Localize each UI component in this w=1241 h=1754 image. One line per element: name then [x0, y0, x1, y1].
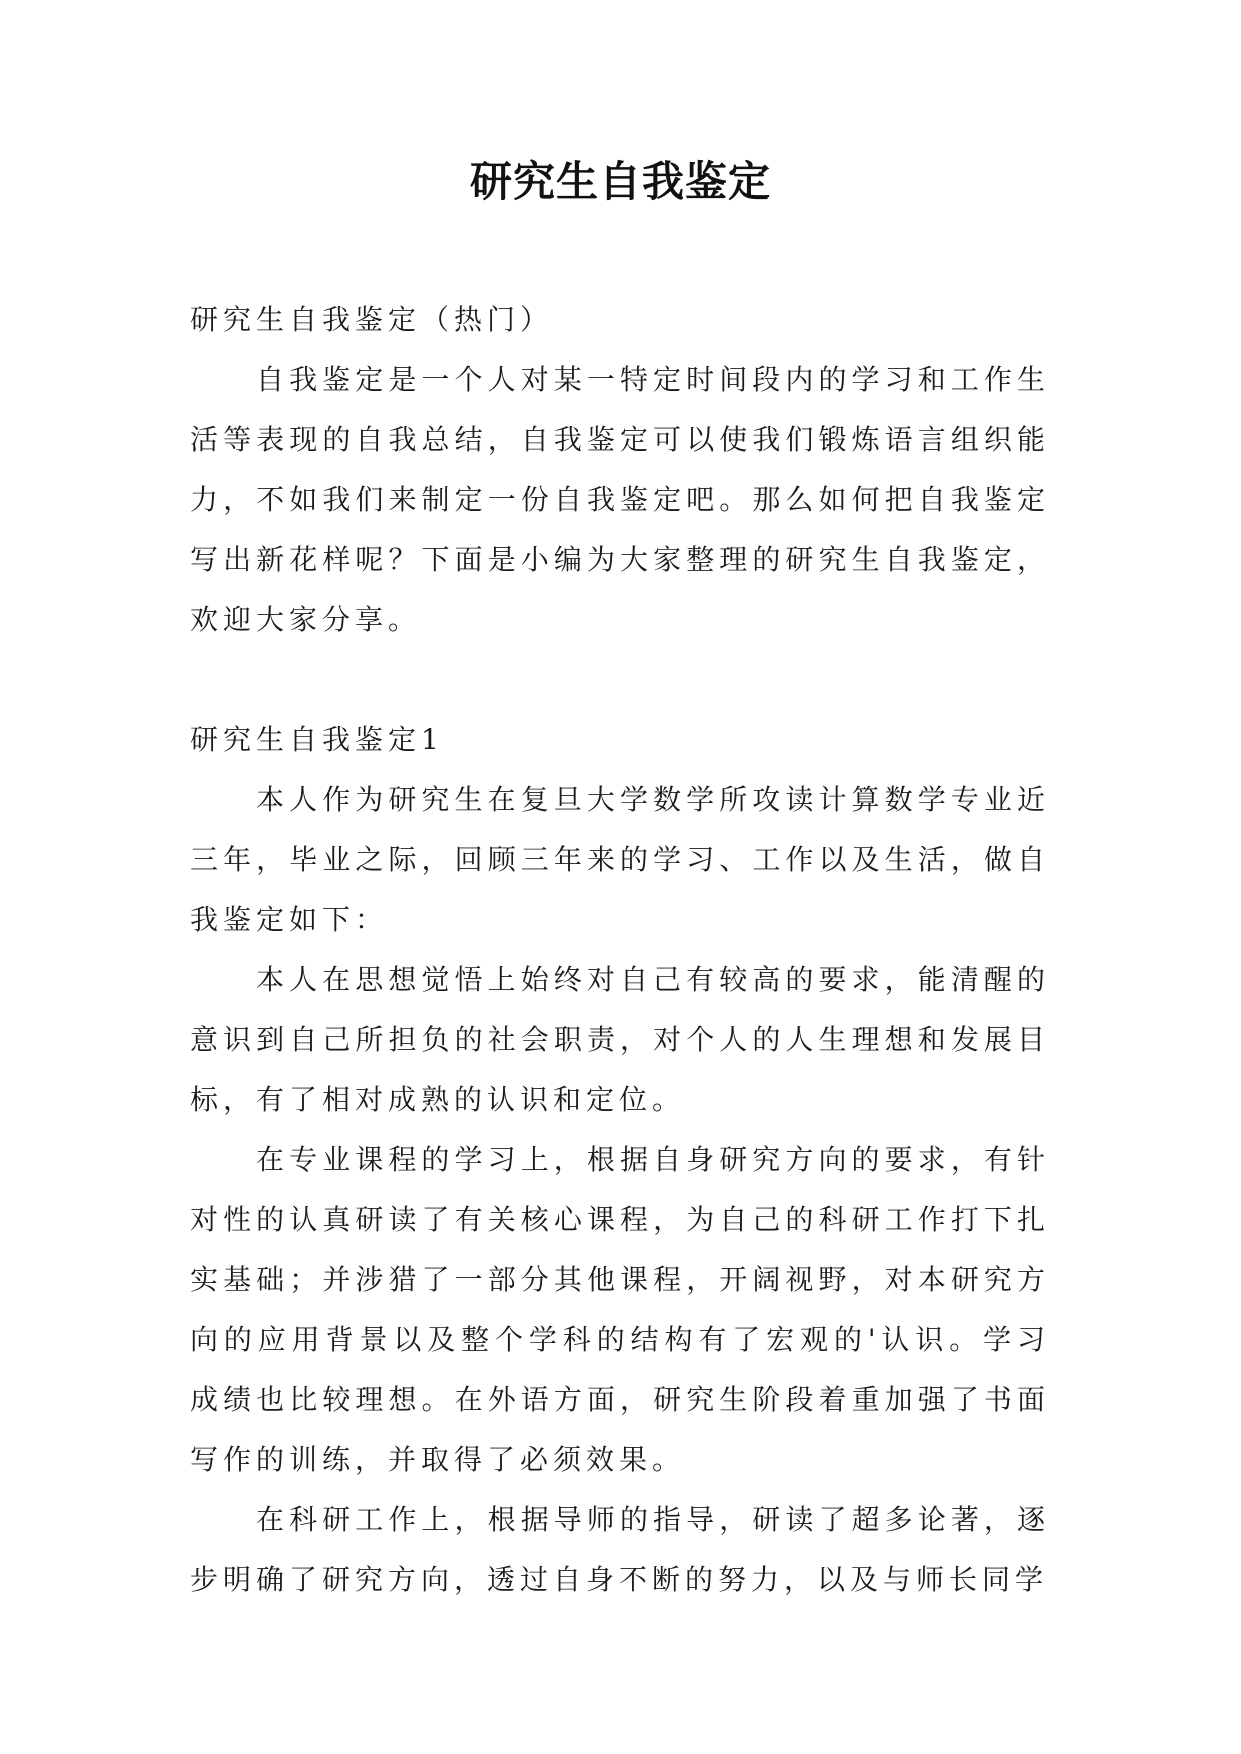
intro-subheading: 研究生自我鉴定（热门） [190, 303, 554, 336]
section-1-heading: 研究生自我鉴定1 [190, 723, 444, 756]
document-title: 研究生自我鉴定 [469, 157, 771, 206]
section-1-paragraph: 在专业课程的学习上，根据自身研究方向的要求，有针对性的认真研读了有关核心课程，为自己的科研工作打下扎实基础；并涉猎了一部分其他课程，开阔视野，对本研究方向的应用背景以及整个学科的结构有了宏观的'认识。学习成绩也比较理想。在外语方面，研究生阶段着重加强了书面写作的训练，并取得了必须效果。 [190, 1143, 1050, 1476]
document-body [190, 290, 1050, 1610]
intro-paragraph: 自我鉴定是一个人对某一特定时间段内的学习和工作生活等表现的自我总结，自我鉴定可以使我们锻炼语言组织能力，不如我们来制定一份自我鉴定吧。那么如何把自我鉴定写出新花样呢？下面是小编为大家整理的研究生自我鉴定，欢迎大家分享。 [190, 363, 1050, 636]
section-1-paragraph: 在科研工作上，根据导师的指导，研读了超多论著，逐步明确了研究方向，透过自身不断的努力，以及与师长同学 [190, 1503, 1050, 1596]
section-1-paragraph: 本人在思想觉悟上始终对自己有较高的要求，能清醒的意识到自己所担负的社会职责，对个人的人生理想和发展目标，有了相对成熟的认识和定位。 [190, 963, 1050, 1116]
section-spacer [190, 650, 1050, 710]
section-1-paragraph: 本人作为研究生在复旦大学数学所攻读计算数学专业近三年，毕业之际，回顾三年来的学习、工作以及生活，做自我鉴定如下： [190, 783, 1050, 936]
